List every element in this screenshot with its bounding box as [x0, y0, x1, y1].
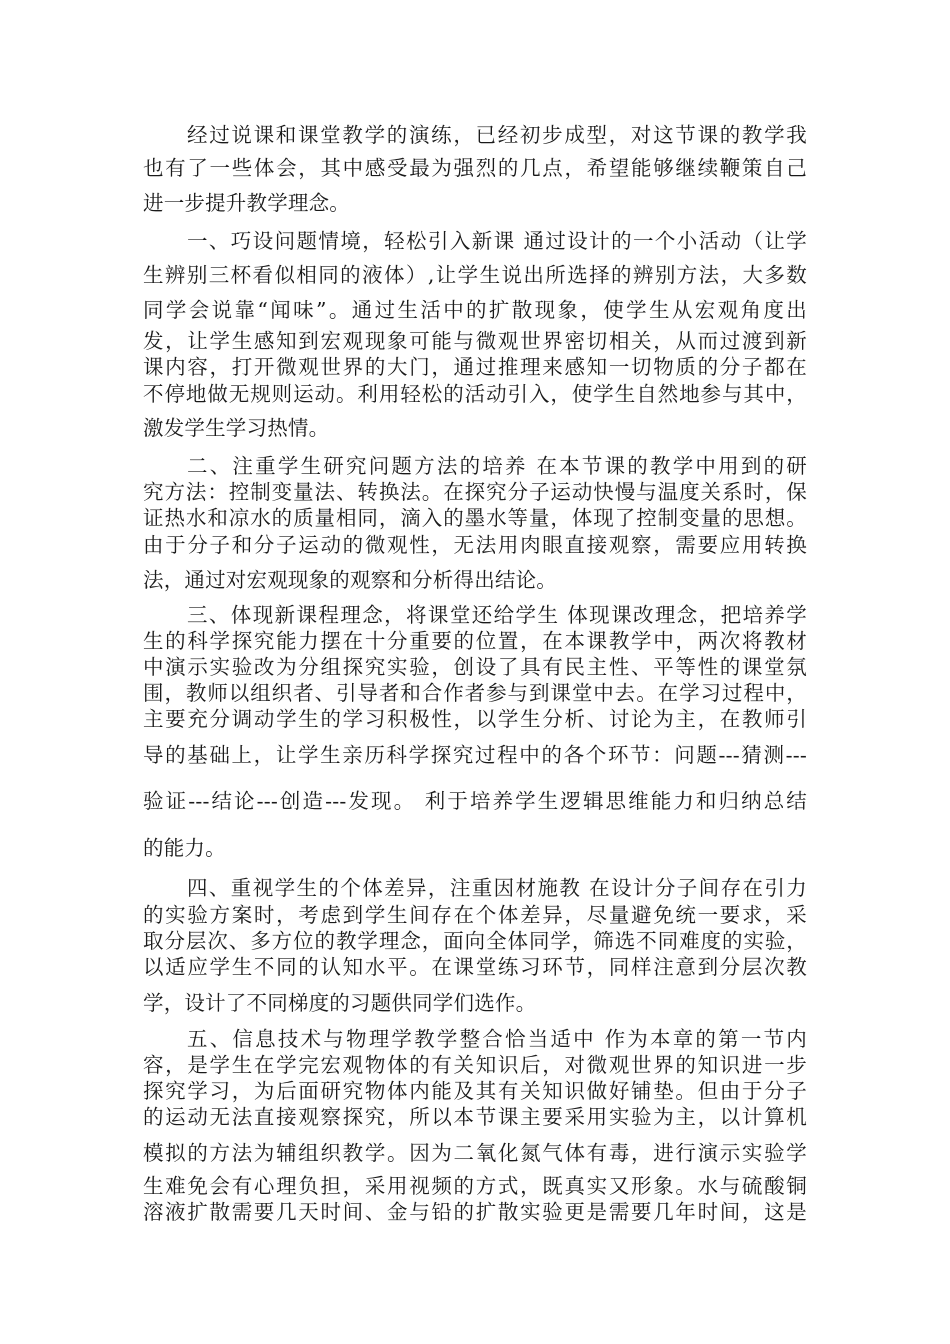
text-line: 主要充分调动学生的学习积极性，以学生分析、讨论为主，在教师引: [143, 707, 807, 731]
text-line: 的实验方案时，考虑到学生间存在个体差异，尽量避免统一要求，采: [143, 903, 807, 927]
text-line: 证热水和凉水的质量相同，滴入的墨水等量，体现了控制变量的思想。: [143, 506, 807, 530]
text-line: 学，设计了不同梯度的习题供同学们选作。: [143, 991, 537, 1015]
text-line: 经过说课和课堂教学的演练，已经初步成型，对这节课的教学我: [187, 123, 807, 147]
text-line: 容，是学生在学完宏观物体的有关知识后，对微观世界的知识进一步: [143, 1053, 807, 1077]
text-line: 验证---结论---创造---发现。 利于培养学生逻辑思维能力和归纳总结: [143, 789, 807, 813]
text-line: 法，通过对宏观现象的观察和分析得出结论。: [143, 568, 557, 592]
text-line: 取分层次、多方位的教学理念，面向全体同学，筛选不同难度的实验，: [143, 929, 807, 953]
text-line: 由于分子和分子运动的微观性，无法用肉眼直接观察，需要应用转换: [143, 533, 807, 557]
text-line: 发，让学生感知到宏观现象可能与微观世界密切相关，从而过渡到新: [143, 329, 807, 353]
text-line: 生辨别三杯看似相同的液体）,让学生说出所选择的辨别方法，大多数: [143, 263, 807, 287]
text-line: 以适应学生不同的认知水平。在课堂练习环节，同样注意到分层次教: [143, 955, 807, 979]
text-line: 溶液扩散需要几天时间、金与铅的扩散实验更是需要几年时间，这是: [143, 1200, 807, 1224]
text-line: 模拟的方法为辅组织教学。因为二氧化氮气体有毒，进行演示实验学: [143, 1141, 807, 1165]
text-line: 二、注重学生研究问题方法的培养 在本节课的教学中用到的研: [187, 454, 807, 478]
text-line: 四、重视学生的个体差异，注重因材施教 在设计分子间存在引力: [187, 876, 807, 900]
text-line: 的能力。: [143, 836, 226, 860]
text-line: 不停地做无规则运动。利用轻松的活动引入，使学生自然地参与其中，: [143, 382, 807, 406]
text-line: 一、巧设问题情境，轻松引入新课 通过设计的一个小活动（让学: [187, 229, 807, 253]
text-line: 课内容，打开微观世界的大门，通过推理来感知一切物质的分子都在: [143, 355, 807, 379]
text-line: 究方法：控制变量法、转换法。在探究分子运动快慢与温度关系时，保: [143, 480, 807, 504]
text-line: 激发学生学习热情。: [143, 416, 330, 440]
text-line: 进一步提升教学理念。: [143, 191, 350, 215]
text-line: 的运动无法直接观察探究，所以本节课主要采用实验为主，以计算机: [143, 1105, 807, 1129]
text-line: 生的科学探究能力摆在十分重要的位置，在本课教学中，两次将教材: [143, 629, 807, 653]
text-line: 中演示实验改为分组探究实验，创设了具有民主性、平等性的课堂氛: [143, 655, 807, 679]
text-line: 探究学习，为后面研究物体内能及其有关知识做好铺垫。但由于分子: [143, 1079, 807, 1103]
text-line: 导的基础上，让学生亲历科学探究过程中的各个环节：问题---猜测---: [143, 743, 807, 767]
text-line: 围，教师以组织者、引导者和合作者参与到课堂中去。在学习过程中，: [143, 681, 807, 705]
text-line: 也有了一些体会，其中感受最为强烈的几点，希望能够继续鞭策自己: [143, 156, 807, 180]
text-line: 同学会说靠“闻味”。通过生活中的扩散现象，使学生从宏观角度出: [143, 298, 807, 322]
text-line: 五、信息技术与物理学教学整合恰当适中 作为本章的第一节内: [187, 1027, 807, 1051]
text-line: 三、体现新课程理念，将课堂还给学生 体现课改理念，把培养学: [187, 603, 807, 627]
text-line: 生难免会有心理负担，采用视频的方式，既真实又形象。水与硫酸铜: [143, 1174, 807, 1198]
